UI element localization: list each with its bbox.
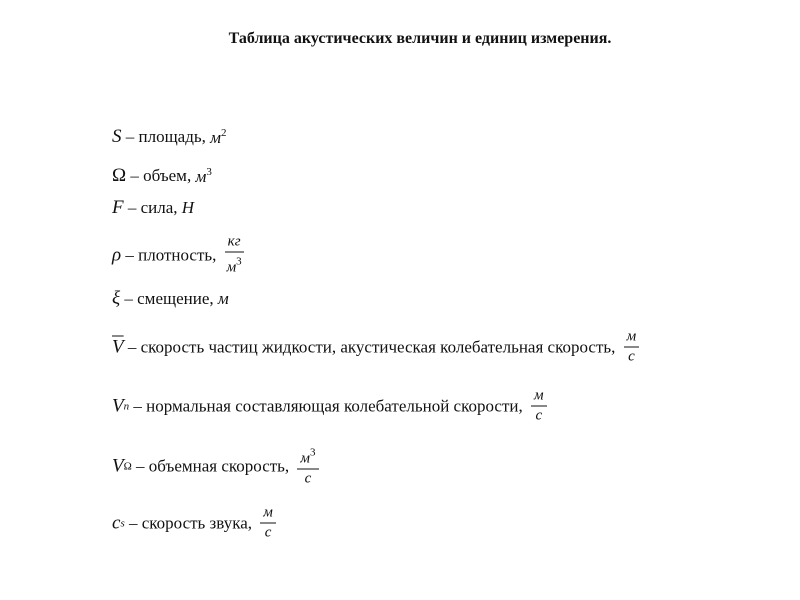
symbol: S: [112, 126, 122, 147]
quantity-row-sound-speed: [112, 504, 276, 543]
unit: м: [217, 289, 229, 308]
unit-fraction: $\frac{м}{с}$: [260, 504, 276, 543]
quantity-row-volume-velocity: [112, 444, 319, 489]
description: – нормальная составляющая колебательной скорости,: [129, 396, 527, 415]
symbol: F: [112, 197, 124, 218]
quantity-row-displacement: [112, 288, 229, 310]
unit: H: [181, 198, 195, 217]
description: – площадь,: [121, 127, 211, 146]
unit: $м^2$: [210, 126, 227, 147]
unit-fraction: $\frac{м}{с}$: [624, 328, 640, 367]
symbol: V: [112, 395, 124, 416]
symbol: ξ: [112, 288, 121, 309]
unit: $м^3$: [195, 165, 212, 186]
description: – объем,: [126, 166, 196, 185]
subscript: s: [120, 517, 125, 529]
symbol: Ω: [112, 165, 127, 186]
description: – объемная скорость,: [131, 456, 294, 475]
unit-fraction: $\frac{м^3}{с}$: [297, 444, 318, 489]
description: – плотность,: [121, 245, 221, 264]
quantity-row-density: [112, 233, 244, 278]
description: – скорость звука,: [124, 513, 257, 532]
description: – скорость частиц жидкости, акустическая колебательная скорость,: [123, 337, 620, 356]
quantity-row-force: [112, 197, 194, 219]
description: – сила,: [123, 198, 182, 217]
symbol: ρ: [112, 244, 122, 265]
symbol: $\overline{V}$: [112, 336, 124, 357]
description: – смещение,: [120, 289, 218, 308]
unit-fraction: $\frac{кг}{м^3}$: [226, 233, 242, 276]
quantity-row-normal-velocity: [112, 387, 547, 426]
symbol: c: [112, 512, 121, 533]
symbol: V: [112, 455, 124, 476]
unit-fraction: $\frac{м}{с}$: [531, 387, 547, 426]
quantity-row-volume: [112, 165, 212, 187]
subscript: n: [123, 400, 130, 412]
quantity-row-particle-velocity: [112, 328, 639, 367]
subscript: Ω: [123, 460, 132, 472]
page-title: Таблица акустических величин и единиц измерения.: [228, 30, 612, 47]
quantity-row-area: [112, 126, 226, 148]
